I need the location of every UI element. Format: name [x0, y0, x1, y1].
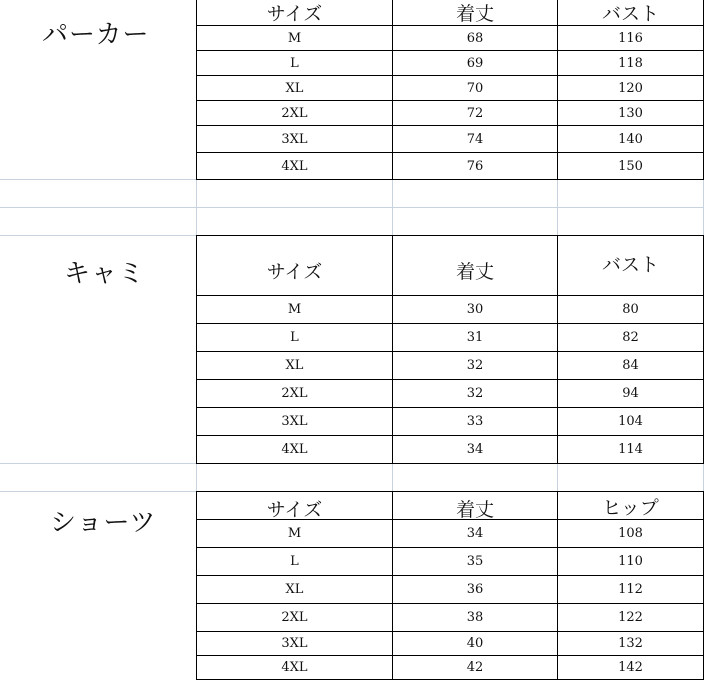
- length-cell: 36: [466, 582, 484, 597]
- size-cell: M: [287, 30, 302, 46]
- measure-cell: 132: [618, 636, 643, 651]
- size-cell: L: [290, 330, 299, 345]
- length-cell: 69: [466, 55, 484, 71]
- size-cell: 4XL: [281, 442, 308, 457]
- column-header: サイズ: [266, 260, 323, 283]
- length-cell: 42: [466, 660, 484, 675]
- length-cell: 72: [466, 105, 484, 121]
- column-header: バスト: [601, 3, 659, 25]
- gridline: [392, 463, 393, 491]
- size-cell: 4XL: [281, 660, 308, 675]
- gridline: [196, 179, 197, 235]
- size-cell: L: [290, 554, 299, 569]
- length-cell: 40: [466, 636, 484, 651]
- size-cell: 2XL: [281, 610, 308, 625]
- length-cell: 32: [466, 358, 484, 373]
- column-header: 着丈: [455, 3, 494, 25]
- column-header: 着丈: [455, 498, 494, 521]
- column-header: サイズ: [266, 3, 323, 25]
- section-title-shorts: ショーツ: [50, 508, 157, 538]
- size-cell: M: [287, 302, 302, 317]
- length-cell: 76: [466, 158, 484, 174]
- measure-cell: 116: [618, 30, 643, 46]
- column-header: 着丈: [455, 260, 494, 283]
- size-cell: 3XL: [281, 414, 308, 429]
- section-title-hoodie: パーカー: [42, 20, 150, 50]
- gridline: [557, 463, 558, 491]
- measure-cell: 94: [622, 386, 639, 401]
- measure-cell: 80: [622, 302, 639, 317]
- size-cell: 2XL: [281, 105, 308, 121]
- length-cell: 70: [466, 80, 484, 96]
- length-cell: 68: [466, 30, 484, 46]
- length-cell: 33: [466, 414, 484, 429]
- gridline: [0, 207, 704, 208]
- column-header: ヒップ: [602, 496, 659, 519]
- measure-cell: 104: [618, 414, 643, 429]
- size-cell: 2XL: [281, 386, 308, 401]
- measure-cell: 84: [622, 358, 639, 373]
- size-cell: M: [287, 526, 302, 541]
- column-header: サイズ: [266, 498, 323, 521]
- measure-cell: 140: [618, 131, 643, 147]
- measure-cell: 112: [618, 582, 643, 597]
- length-cell: 74: [466, 131, 484, 147]
- size-cell: 3XL: [281, 636, 308, 651]
- length-cell: 35: [466, 554, 484, 569]
- size-cell: 4XL: [281, 158, 308, 174]
- size-cell: XL: [285, 358, 304, 373]
- measure-cell: 108: [618, 526, 643, 541]
- length-cell: 34: [466, 526, 484, 541]
- measure-cell: 120: [618, 80, 643, 96]
- length-cell: 30: [466, 302, 484, 317]
- size-cell: XL: [285, 80, 304, 96]
- measure-cell: 142: [618, 660, 643, 675]
- length-cell: 34: [466, 442, 484, 457]
- measure-cell: 118: [618, 55, 643, 71]
- gridline: [392, 179, 393, 235]
- measure-cell: 110: [618, 554, 643, 569]
- measure-cell: 82: [622, 330, 639, 345]
- column-header: バスト: [601, 253, 659, 276]
- measure-cell: 114: [618, 442, 643, 457]
- length-cell: 38: [466, 610, 484, 625]
- measure-cell: 150: [618, 158, 643, 174]
- length-cell: 31: [466, 330, 484, 345]
- section-title-camisole: キャミ: [64, 259, 146, 289]
- gridline: [557, 179, 558, 235]
- measure-cell: 122: [618, 610, 643, 625]
- size-cell: 3XL: [281, 131, 308, 147]
- gridline: [196, 463, 197, 491]
- measure-cell: 130: [618, 105, 643, 121]
- size-cell: L: [290, 55, 299, 71]
- length-cell: 32: [466, 386, 484, 401]
- size-cell: XL: [285, 582, 304, 597]
